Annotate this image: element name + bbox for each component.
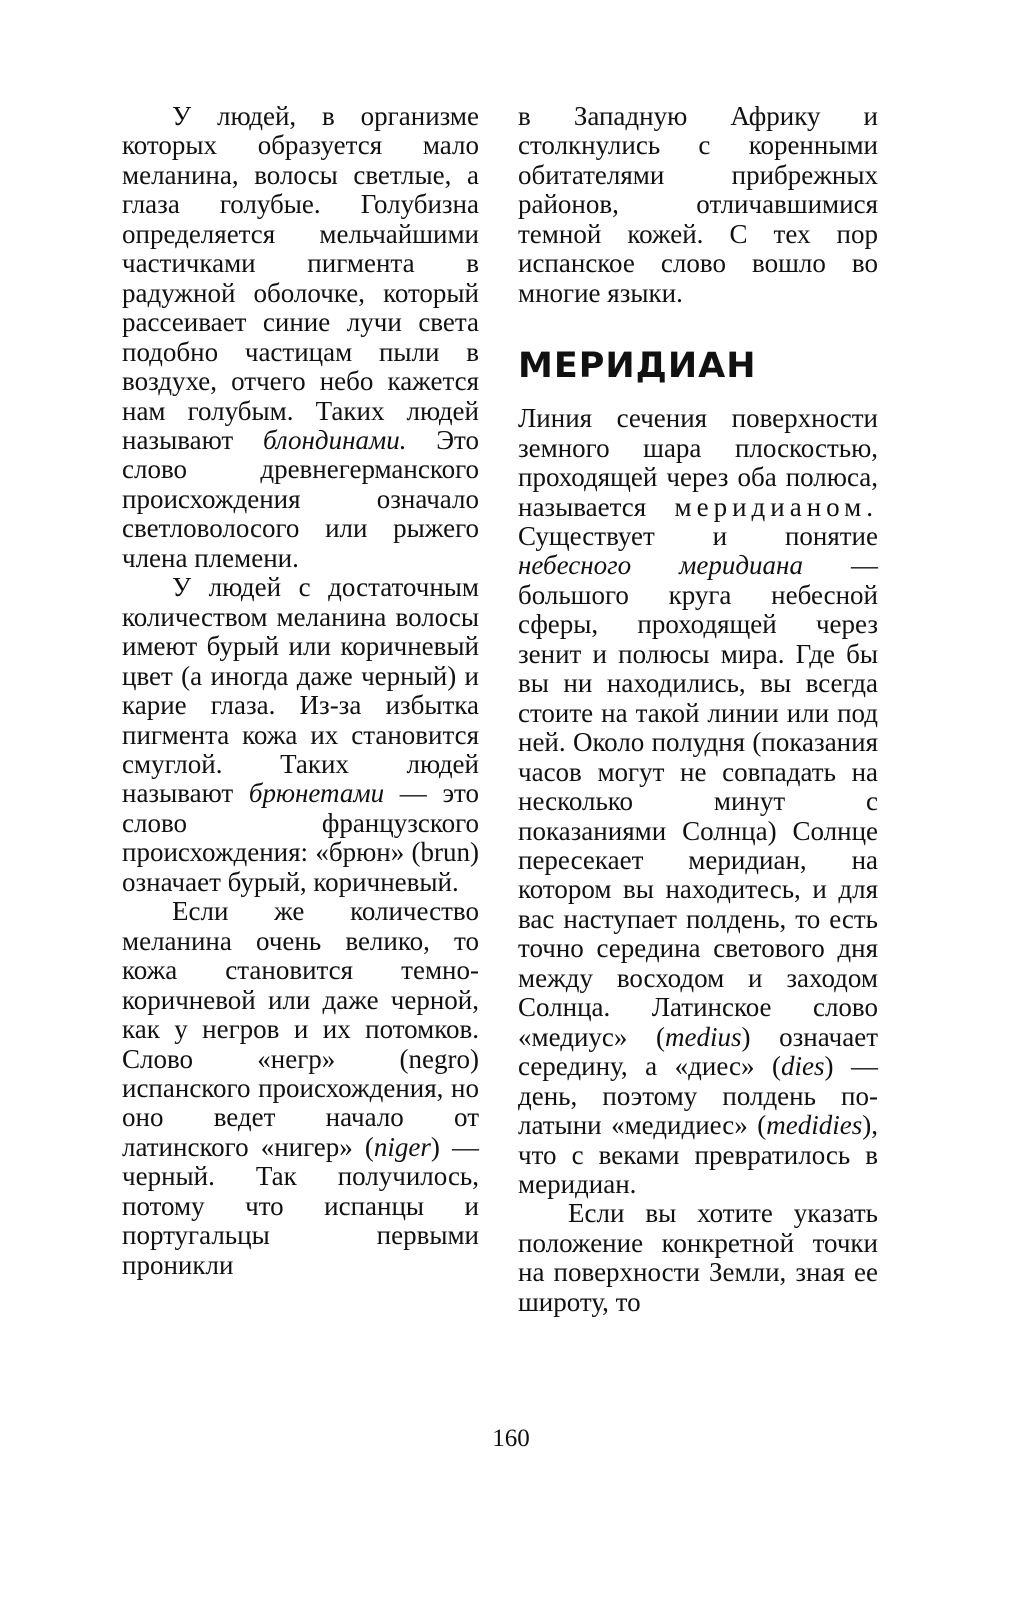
section-heading: МЕРИДИАН	[518, 346, 757, 387]
text-span: Если же количество меланина очень велико, то кожа становится темно-коричневой или даже черной, как у негров и их потомков. Слово «негр» (negro) испанского происхождения, но оно ведет начало от латинского «нигер» (	[122, 896, 479, 1162]
text-span: ) означает середину, а «диес» (	[518, 1021, 878, 1082]
term-medidies: medidies	[766, 1110, 863, 1141]
term-medius: medius	[665, 1021, 742, 1052]
paragraph-meridian	[518, 404, 878, 1199]
term-celestial-meridian: небесного меридиана	[518, 550, 803, 581]
text-span: У людей, в организме которых образуется мало меланина, волосы светлые, а глаза голубые. Голубизна определяется мельчайшими частичками пигмента в радужной оболочке, который рассеивает синие лучи света подобно частицам пыли в воздухе, отчего небо кажется нам голубым. Таких людей называют	[122, 101, 479, 455]
text-span: ) — черный. Так получилось, потому что испанцы и португальцы первыми проникли	[122, 1131, 479, 1280]
term-niger: niger	[373, 1131, 431, 1162]
paragraph-brunettes	[122, 573, 479, 897]
term-meridian-spaced: меридианом.	[674, 491, 878, 522]
text-span: — большого круга небесной сферы, проходящей через зенит и полюсы мира. Где бы вы ни находились, вы всегда стоите на такой линии или под ней. Около полудня (показания часов могут не совпадать на несколько минут с показаниями Солнца) Солнце пересекает меридиан, на котором вы находитесь, и для вас наступает полдень, то есть точно середина светового дня между восходом и заходом Солнца. Латинское слово «медиус» (	[518, 550, 878, 1052]
text-span: — это слово французского происхождения: «брюн» (brun) означает бурый, коричневый.	[122, 778, 479, 897]
left-column	[122, 102, 479, 1280]
term-blondes: блондинами.	[263, 424, 407, 455]
text-span: Существует и понятие	[518, 520, 878, 551]
page-number: 160	[492, 1425, 530, 1452]
text-span: У людей с достаточным количеством меланина волосы имеют бурый или коричневый цвет (а иногда даже черный) и карие глаза. Из-за избытка пигмента кожа их становится смуглой. Таких людей называют	[122, 572, 479, 809]
paragraph-continuation: в Западную Африку и столкнулись с коренными обитателями прибрежных районов, отличавшимися темной кожей. С тех пор испанское слово вошло во многие языки.	[518, 101, 878, 308]
right-column	[518, 102, 878, 1317]
paragraph-position: Если вы хотите указать положение конкретной точки на поверхности Земли, зная ее широту, то	[518, 1198, 878, 1317]
text-span: Линия сечения поверхности земного шара плоскостью, проходящей через оба полюса, называется	[518, 403, 878, 522]
paragraph-negro	[122, 897, 479, 1280]
text-span: ), что с веками превратилось в меридиан.	[518, 1110, 878, 1199]
term-dies: dies	[780, 1051, 825, 1082]
term-brunettes: брюнетами	[248, 778, 385, 809]
text-span: ) — день, поэтому полдень по-латыни «медидиес» (	[518, 1051, 878, 1141]
paragraph-blondes	[122, 102, 479, 573]
text-span: Это слово древнегерманского происхождения означало светловолосого или рыжего члена племени.	[122, 424, 479, 573]
